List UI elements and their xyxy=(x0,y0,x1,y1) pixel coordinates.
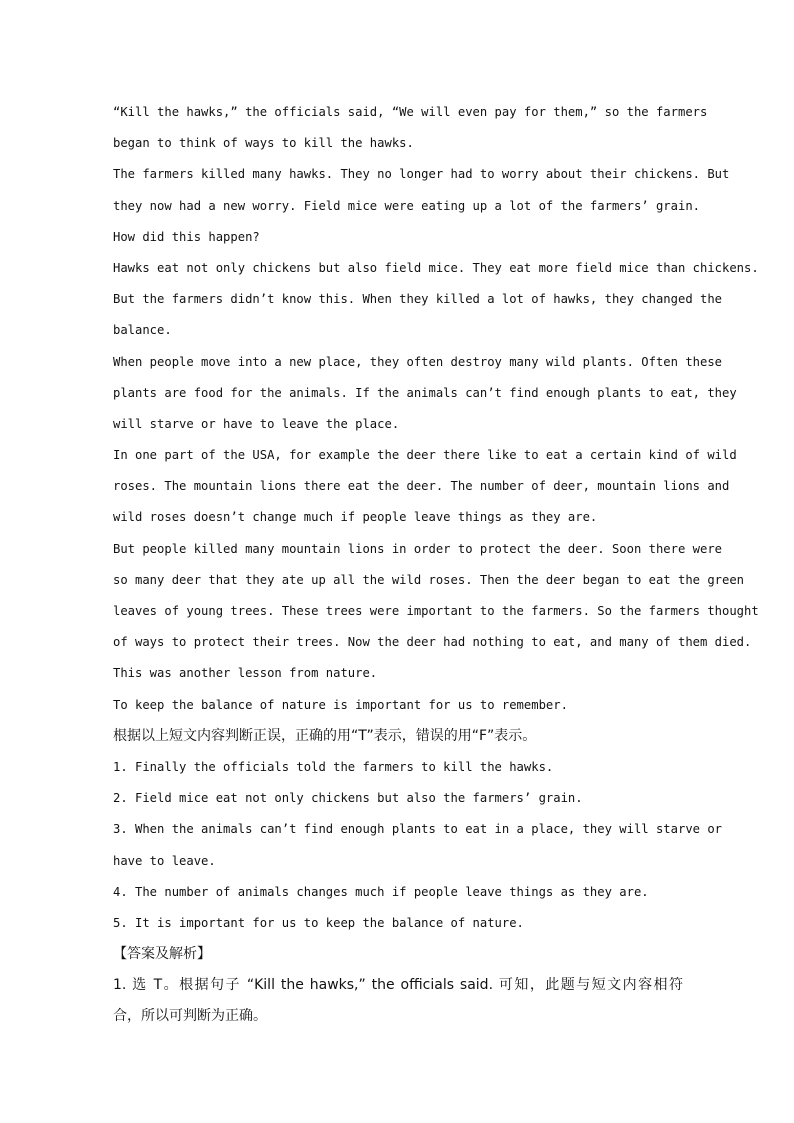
passage-line: leaves of young trees. These trees were important to the farmers. So the farmers thought xyxy=(113,604,759,618)
passage-line: Hawks eat not only chickens but also field mice. They eat more field mice than chickens. xyxy=(113,260,759,275)
passage-line: plants are food for the animals. If the animals can’t find enough plants to eat, they xyxy=(113,385,737,400)
passage-line: balance. xyxy=(113,323,172,338)
passage-line: The farmers killed many hawks. They no longer had to worry about their chickens. But xyxy=(113,167,730,182)
question-line: 2. Field mice eat not only chickens but also the farmers’ grain. xyxy=(113,791,583,806)
passage-line: roses. The mountain lions there eat the deer. The number of deer, mountain lions and xyxy=(113,479,730,494)
passage-line: so many deer that they ate up all the wild roses. Then the deer began to eat the green xyxy=(113,572,745,587)
question-line: 5. It is important for us to keep the balance of nature. xyxy=(113,915,524,930)
document-page xyxy=(113,97,759,1033)
passage-line: wild roses doesn’t change much if people leave things as they are. xyxy=(113,510,598,525)
instruction-line: 根据以上短文内容判断正误，正确的用“T”表示，错误的用“F”表示。 xyxy=(113,727,537,744)
passage-line: will starve or have to leave the place. xyxy=(113,416,400,431)
passage-line: But the farmers didn’t know this. When they killed a lot of hawks, they changed the xyxy=(113,292,723,307)
question-line: 3. When the animals can’t find enough plants to eat in a place, they will starve or xyxy=(113,822,723,837)
passage-line: “Kill the hawks,” the officials said, “We will even pay for them,” so the farmers xyxy=(113,105,708,119)
passage-line: they now had a new worry. Field mice were eating up a lot of the farmers’ grain. xyxy=(113,198,700,213)
passage-line: began to think of ways to kill the hawks. xyxy=(113,136,414,151)
passage-line: This was another lesson from nature. xyxy=(113,666,378,681)
answer-line: 1. 选 T。根据句子 “Kill the hawks,” the officials said. 可知，此题与短文内容相符 xyxy=(113,977,683,994)
passage-line: How did this happen? xyxy=(113,229,260,244)
question-line: 4. The number of animals changes much if people leave things as they are. xyxy=(113,884,649,899)
passage-line: To keep the balance of nature is important for us to remember. xyxy=(113,697,568,712)
passage-line: In one part of the USA, for example the deer there like to eat a certain kind of wild xyxy=(113,448,737,463)
answer-heading: 【答案及解析】 xyxy=(113,946,211,963)
passage-line: of ways to protect their trees. Now the deer had nothing to eat, and many of them died. xyxy=(113,635,752,650)
question-line: have to leave. xyxy=(113,853,216,868)
passage-line: But people killed many mountain lions in order to protect the deer. Soon there were xyxy=(113,541,723,556)
answer-line: 合，所以可判断为正确。 xyxy=(113,1008,267,1025)
question-line: 1. Finally the officials told the farmers to kill the hawks. xyxy=(113,759,554,774)
passage-line: When people move into a new place, they often destroy many wild plants. Often these xyxy=(113,354,723,369)
